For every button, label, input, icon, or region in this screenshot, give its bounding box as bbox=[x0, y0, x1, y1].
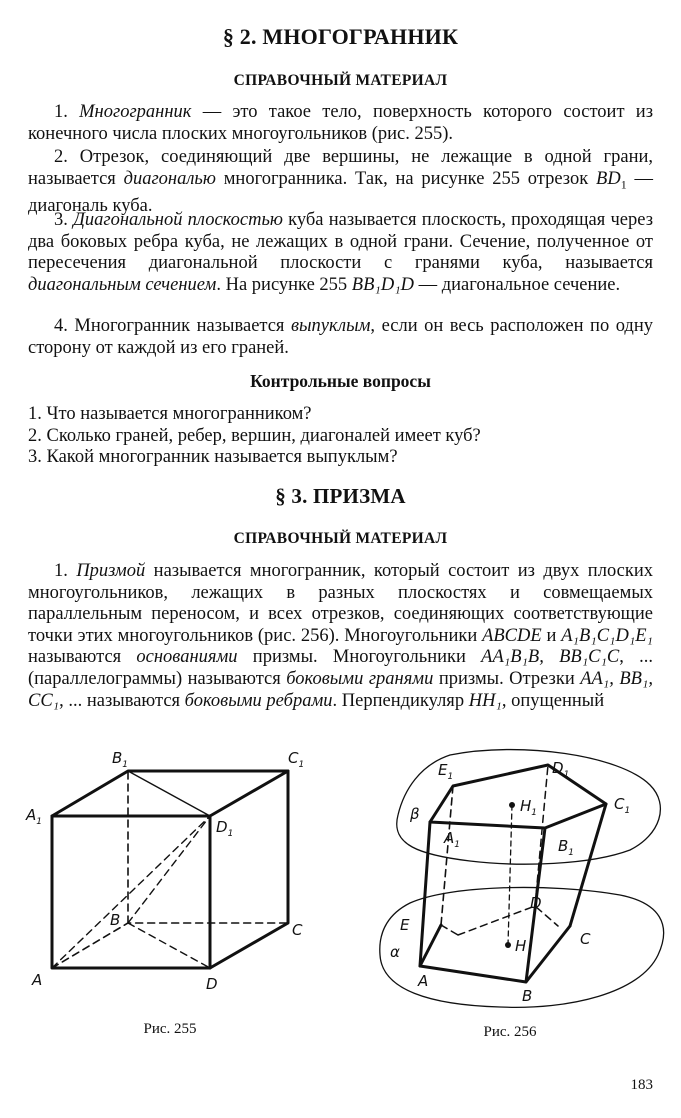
section-3-title: § 3. ПРИЗМА bbox=[275, 484, 406, 508]
label-H1: $H_1$ bbox=[520, 797, 538, 818]
s2-paragraph-3: 3. Диагональной плоскостью куба называется плоскость, проходящая через два боковых ребра куба, не лежащих в одной грани. Сечение, полученное от пересечения диагональной плоскости с гранями куба, называется диагональным сечением. На рисунке 255 BB₁D₁D — диагональное сечение. bbox=[28, 210, 654, 295]
question-item: 1. Что называется многогранником? bbox=[28, 404, 312, 424]
term-bases: основаниями bbox=[136, 647, 238, 668]
term-convex: выпуклым bbox=[290, 316, 371, 336]
s3-paragraph-1: 1. Призмой называется многогранник, который состоит из двух плоских многоугольников, лежащих в разных плоскостях и совмещаемых параллельным переносом, и всех отрезков, соединяющих соответствующие точки этих многоугольников (рис. 256). Многоугольники ABCDE и A₁B₁C₁D₁E₁ называются основаниями призмы. Многоугольники AA₁B₁B, BB₁C₁C, ... (параллелограммы) называются боковыми гранями призмы. Отрезки AA₁, BB₁, CC₁, ... называются боковыми ребрами. Перпендикуляр HH₁, опущенный bbox=[28, 561, 654, 711]
page-number: 183 bbox=[630, 1077, 653, 1093]
label-E1: $E_1$ bbox=[438, 761, 454, 782]
term-diagonal-plane: Диагональной плоскостью bbox=[73, 210, 283, 230]
figure-256-caption: Рис. 256 bbox=[483, 1024, 537, 1040]
label-B: B bbox=[522, 987, 533, 1005]
questions-title: Контрольные вопросы bbox=[250, 371, 431, 391]
question-item: 3. Какой многогранник называется выпуклым? bbox=[28, 447, 398, 468]
label-D: D bbox=[206, 975, 218, 993]
label-D: D bbox=[530, 894, 542, 912]
label-A1: $A_1$ bbox=[444, 829, 460, 850]
section-2-subtitle: СПРАВОЧНЫЙ МАТЕРИАЛ bbox=[233, 72, 448, 89]
label-C1: $C_1$ bbox=[288, 749, 305, 770]
term-polyhedron: Многогранник bbox=[79, 102, 192, 122]
label-beta: β bbox=[410, 805, 420, 823]
term-diagonal-section: диагональным сечением bbox=[28, 274, 217, 295]
label-D1: $D_1$ bbox=[552, 759, 570, 780]
label-C: C bbox=[292, 921, 303, 939]
label-C: C bbox=[580, 930, 591, 948]
term-prism: Призмой bbox=[76, 561, 146, 581]
s2-paragraph-1: 1. Многогранник — это такое тело, поверхность которого состоит из конечного числа плоских многоугольников (рис. 255). bbox=[28, 102, 653, 144]
label-C1: $C_1$ bbox=[614, 795, 631, 816]
label-alpha: α bbox=[390, 943, 400, 961]
label-D1: $D_1$ bbox=[216, 818, 234, 839]
section-3-subtitle: СПРАВОЧНЫЙ МАТЕРИАЛ bbox=[233, 530, 448, 547]
point-H1 bbox=[509, 802, 515, 808]
label-H: H bbox=[515, 937, 527, 955]
s2-paragraph-2: 2. Отрезок, соединяющий две вершины, не лежащие в одной грани, называется диагональю многогранника. Так, на рисунке 255 отрезок $BD_1$ — диагональ куба. bbox=[28, 147, 654, 216]
label-A: A bbox=[32, 971, 43, 989]
label-A: A bbox=[418, 972, 429, 990]
questions-list bbox=[28, 404, 653, 469]
term-lateral-edges: боковыми ребрами bbox=[184, 690, 333, 711]
figure-255-caption: Рис. 255 bbox=[143, 1021, 197, 1037]
term-lateral-faces: боковыми гранями bbox=[286, 668, 434, 689]
label-B1: $B_1$ bbox=[112, 749, 129, 770]
figure-255-cube bbox=[20, 745, 320, 1005]
section-2-title: § 2. МНОГОГРАННИК bbox=[222, 24, 459, 49]
term-diagonal: диагональю bbox=[123, 168, 216, 189]
label-E: E bbox=[400, 916, 410, 934]
figure-256-prism bbox=[370, 745, 670, 1020]
label-B1: $B_1$ bbox=[558, 837, 575, 858]
question-item: 2. Сколько граней, ребер, вершин, диагоналей имеет куб? bbox=[28, 425, 481, 446]
label-B: B bbox=[110, 911, 121, 929]
label-A1: $A_1$ bbox=[26, 806, 42, 827]
s2-paragraph-4: 4. Многогранник называется выпуклым, если он весь расположен по одну сторону от каждой из его граней. bbox=[28, 316, 653, 358]
point-H bbox=[505, 942, 511, 948]
